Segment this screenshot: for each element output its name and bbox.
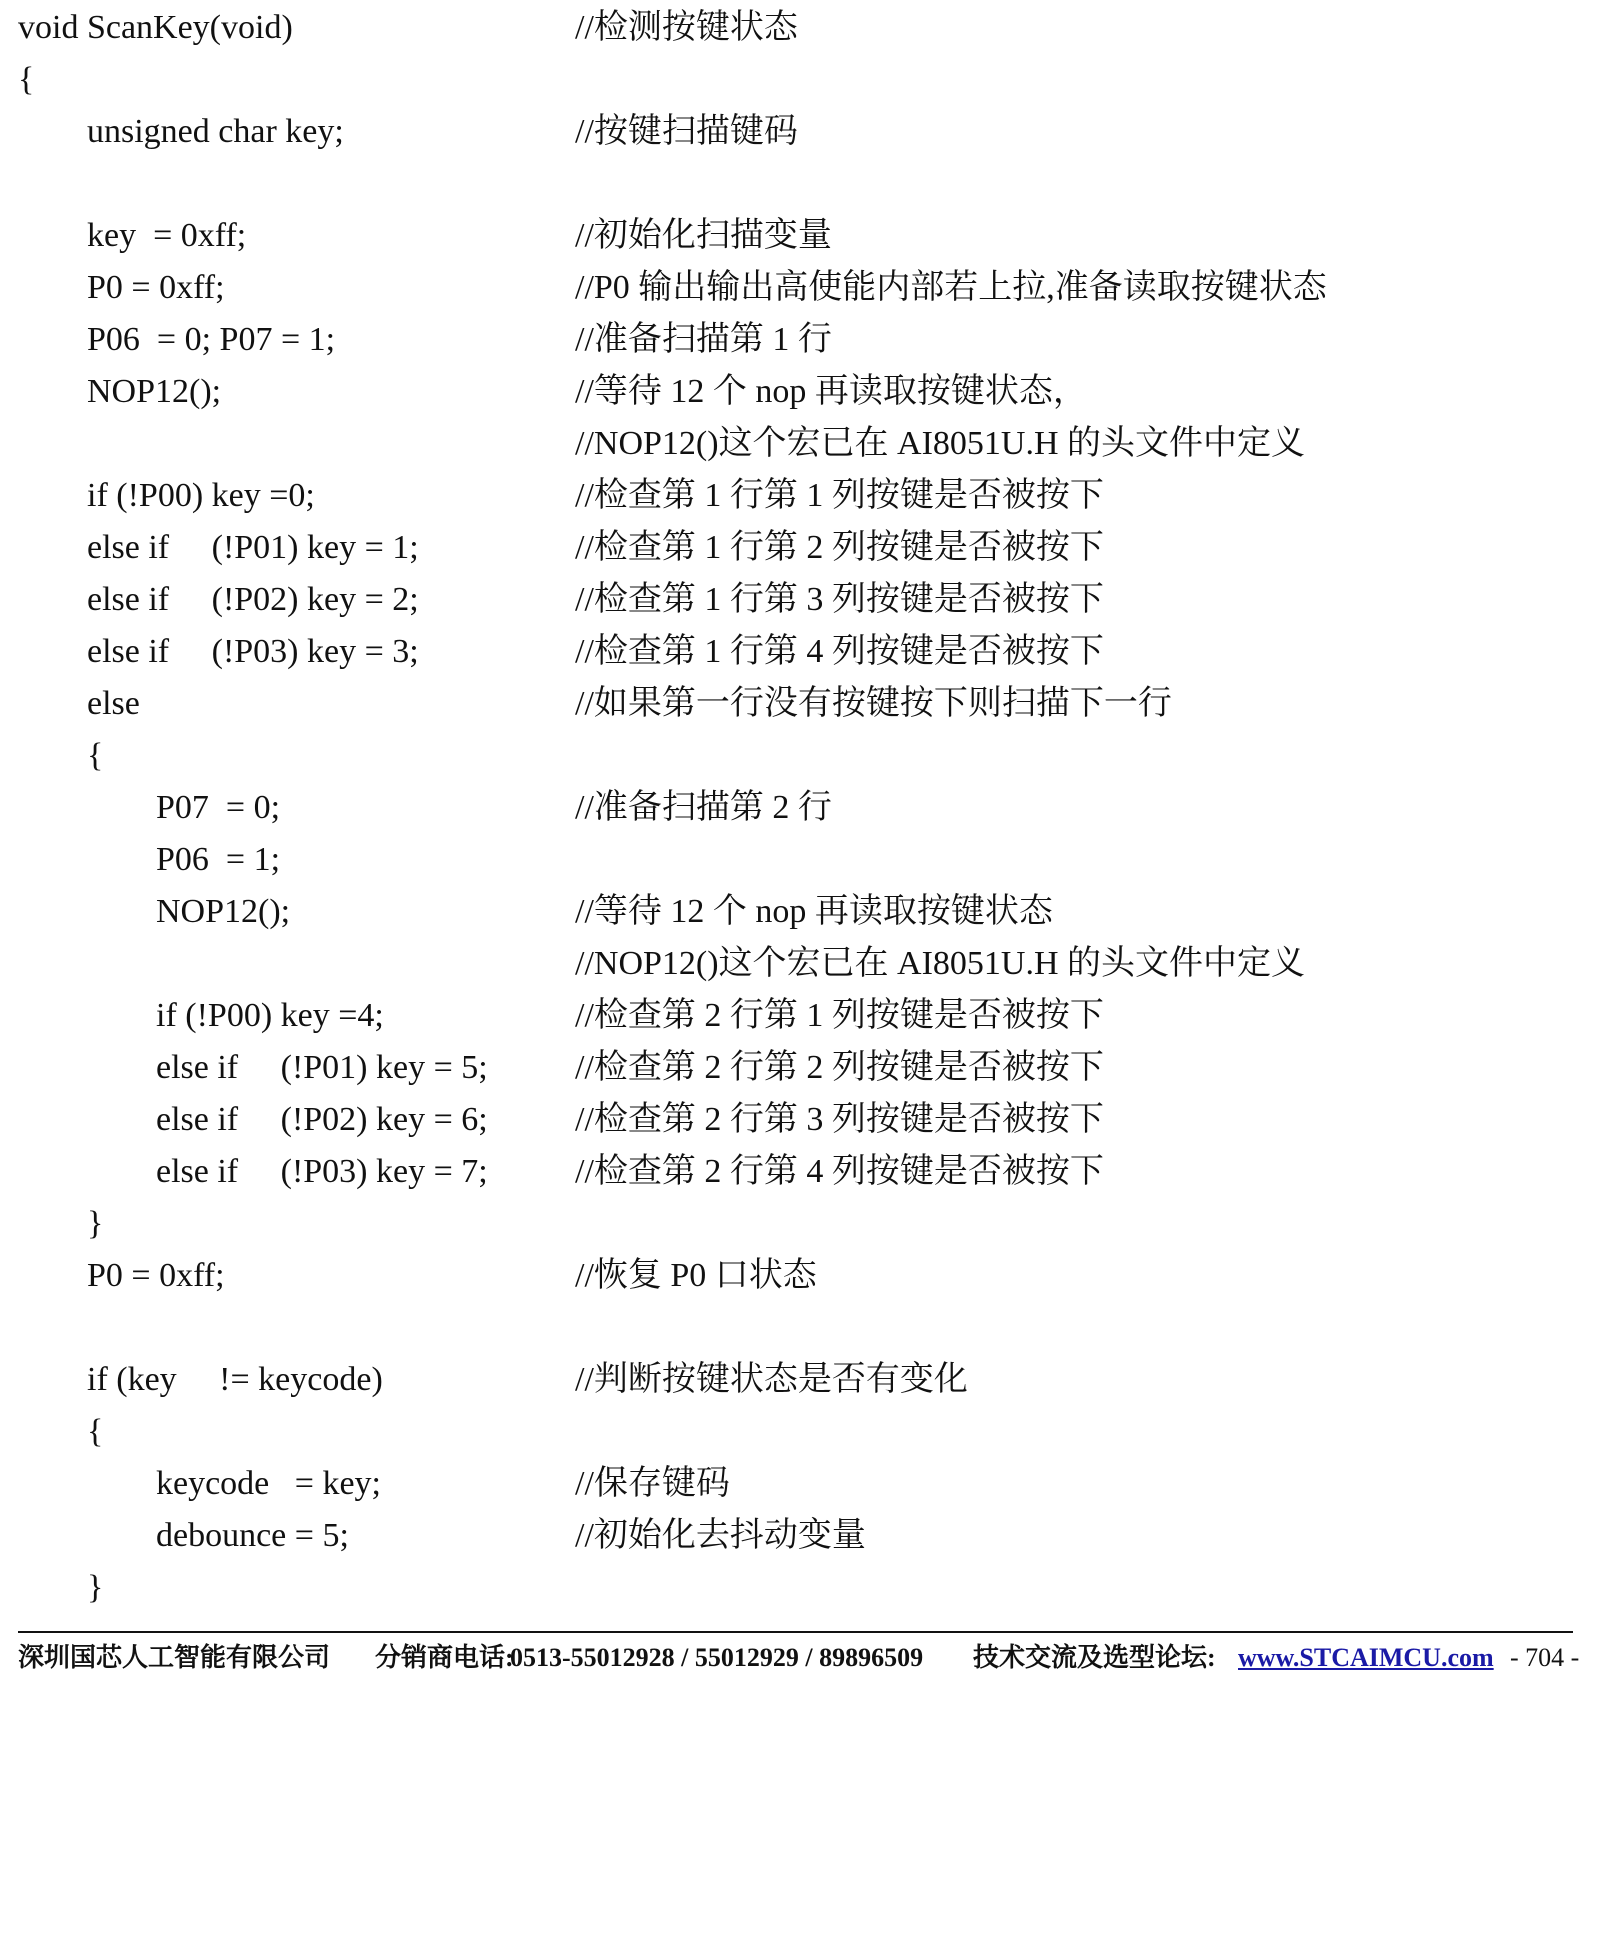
code-line bbox=[0, 158, 1601, 210]
code-line bbox=[0, 886, 1601, 938]
code-comment: //等待 12 个 nop 再读取按键状态， bbox=[575, 373, 1087, 410]
code-comment: //如果第一行没有按键按下则扫描下一行 bbox=[575, 685, 1172, 722]
code-statement: else if (!P02) key = 2; bbox=[87, 581, 419, 618]
code-line bbox=[0, 2, 1601, 54]
code-statement: keycode = key; bbox=[156, 1465, 381, 1502]
code-line bbox=[0, 314, 1601, 366]
code-line bbox=[0, 106, 1601, 158]
code-statement: else bbox=[87, 685, 140, 722]
code-comment: //检查第 2 行第 2 列按键是否被按下 bbox=[575, 1049, 1104, 1086]
code-comment: //准备扫描第 2 行 bbox=[575, 789, 832, 826]
code-line bbox=[0, 938, 1601, 990]
footer-phone-label: 分销商电话: bbox=[375, 1643, 514, 1672]
code-statement: P06 = 1; bbox=[156, 841, 281, 878]
code-line bbox=[0, 1354, 1601, 1406]
code-statement: { bbox=[87, 737, 104, 774]
code-line bbox=[0, 522, 1601, 574]
code-statement: NOP12(); bbox=[156, 893, 291, 930]
code-comment: //保存键码 bbox=[575, 1465, 730, 1502]
code-line bbox=[0, 1458, 1601, 1510]
code-comment: //恢复 P0 口状态 bbox=[575, 1257, 817, 1294]
code-statement: } bbox=[87, 1205, 104, 1242]
code-comment: //检查第 2 行第 4 列按键是否被按下 bbox=[575, 1153, 1104, 1190]
code-line bbox=[0, 1250, 1601, 1302]
code-line bbox=[0, 730, 1601, 782]
code-comment: //初始化去抖动变量 bbox=[575, 1517, 866, 1554]
code-comment: //NOP12()这个宏已在 AI8051U.H 的头文件中定义 bbox=[575, 425, 1306, 462]
code-comment: //NOP12()这个宏已在 AI8051U.H 的头文件中定义 bbox=[575, 945, 1306, 982]
code-statement: else if (!P03) key = 3; bbox=[87, 633, 419, 670]
code-statement: else if (!P03) key = 7; bbox=[156, 1153, 488, 1190]
code-statement: void ScanKey(void) bbox=[18, 9, 293, 46]
code-comment: //P0 输出输出高使能内部若上拉,准备读取按键状态 bbox=[575, 269, 1327, 306]
code-comment: //按键扫描键码 bbox=[575, 113, 798, 150]
footer-company: 深圳国芯人工智能有限公司 bbox=[18, 1643, 331, 1672]
code-comment: //检查第 1 行第 2 列按键是否被按下 bbox=[575, 529, 1104, 566]
code-statement: if (!P00) key =0; bbox=[87, 477, 315, 514]
code-comment: //检查第 1 行第 1 列按键是否被按下 bbox=[575, 477, 1104, 514]
code-line bbox=[0, 834, 1601, 886]
code-statement: NOP12(); bbox=[87, 373, 222, 410]
code-line bbox=[0, 1042, 1601, 1094]
code-statement: else if (!P01) key = 1; bbox=[87, 529, 419, 566]
code-statement: key = 0xff; bbox=[87, 217, 247, 254]
code-statement: debounce = 5; bbox=[156, 1517, 349, 1554]
code-statement: P0 = 0xff; bbox=[87, 269, 225, 306]
code-comment: //准备扫描第 1 行 bbox=[575, 321, 832, 358]
code-line bbox=[0, 990, 1601, 1042]
code-line bbox=[0, 262, 1601, 314]
code-line bbox=[0, 678, 1601, 730]
code-statement: { bbox=[87, 1413, 104, 1450]
code-statement: if (!P00) key =4; bbox=[156, 997, 384, 1034]
code-line bbox=[0, 1302, 1601, 1354]
code-statement: { bbox=[18, 61, 35, 98]
code-statement: unsigned char key; bbox=[87, 113, 344, 150]
page-footer bbox=[18, 1636, 1588, 1680]
code-line bbox=[0, 626, 1601, 678]
code-line bbox=[0, 1094, 1601, 1146]
footer-divider bbox=[18, 1631, 1573, 1633]
code-comment: //检查第 2 行第 3 列按键是否被按下 bbox=[575, 1101, 1104, 1138]
code-statement: P0 = 0xff; bbox=[87, 1257, 225, 1294]
code-comment: //等待 12 个 nop 再读取按键状态 bbox=[575, 893, 1053, 930]
footer-forum-label: 技术交流及选型论坛: bbox=[973, 1643, 1216, 1672]
code-statement: if (key != keycode) bbox=[87, 1361, 383, 1398]
code-statement: P07 = 0; bbox=[156, 789, 281, 826]
code-line bbox=[0, 210, 1601, 262]
footer-phone-numbers: 0513-55012928 / 55012929 / 89896509 bbox=[510, 1643, 924, 1672]
code-comment: //检查第 1 行第 3 列按键是否被按下 bbox=[575, 581, 1104, 618]
code-comment: //初始化扫描变量 bbox=[575, 217, 832, 254]
code-line bbox=[0, 1510, 1601, 1562]
page-number: - 704 - bbox=[1510, 1643, 1580, 1672]
code-comment: //检查第 1 行第 4 列按键是否被按下 bbox=[575, 633, 1104, 670]
code-statement: } bbox=[87, 1569, 104, 1606]
footer-website-link[interactable]: www.STCAIMCU.com bbox=[1238, 1643, 1494, 1672]
code-comment: //检测按键状态 bbox=[575, 9, 798, 46]
code-line bbox=[0, 54, 1601, 106]
code-statement: else if (!P01) key = 5; bbox=[156, 1049, 488, 1086]
code-line bbox=[0, 1406, 1601, 1458]
code-comment: //判断按键状态是否有变化 bbox=[575, 1361, 968, 1398]
code-line bbox=[0, 1198, 1601, 1250]
code-line bbox=[0, 574, 1601, 626]
code-line bbox=[0, 782, 1601, 834]
code-line bbox=[0, 470, 1601, 522]
code-statement: P06 = 0; P07 = 1; bbox=[87, 321, 336, 358]
code-comment: //检查第 2 行第 1 列按键是否被按下 bbox=[575, 997, 1104, 1034]
code-line bbox=[0, 366, 1601, 418]
code-line bbox=[0, 1146, 1601, 1198]
code-line bbox=[0, 1562, 1601, 1614]
code-line bbox=[0, 418, 1601, 470]
code-statement: else if (!P02) key = 6; bbox=[156, 1101, 488, 1138]
